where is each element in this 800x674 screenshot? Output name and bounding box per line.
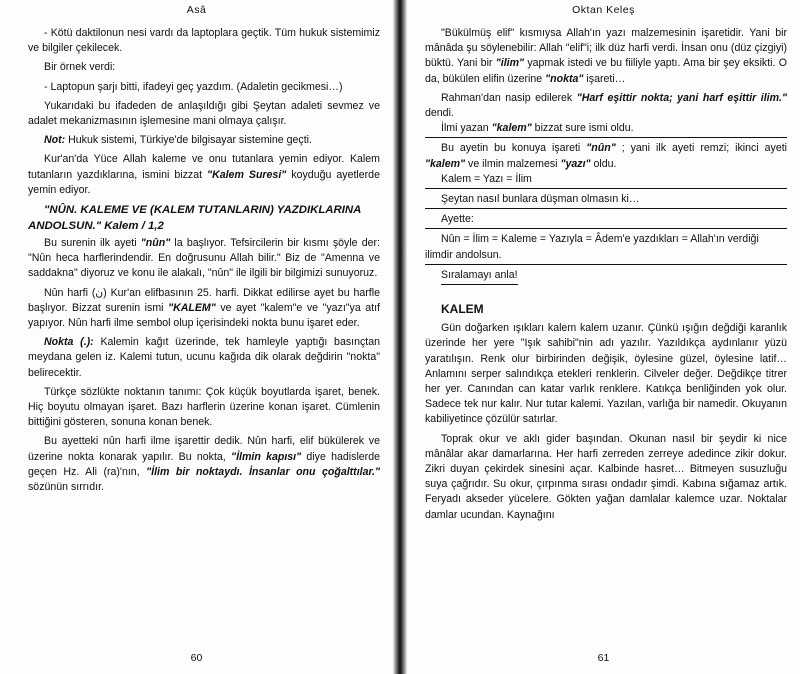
paragraph: - Kötü daktilonun nesi vardı da laptoplara geçtik. Tüm hukuk sistemimiz ve bilgiler çekilecek. — [28, 27, 380, 55]
running-head-right: Oktan Keleş — [572, 4, 635, 16]
text-run: Nûn harfi (ن) Kur'an elifbasının 25. harfi. Dikkat edilirse ayet bu harfle başlıyor. Bizzat surenin ismi — [28, 286, 380, 314]
underlined-line: Şeytan nasıl bunlara düşman olmasın ki… — [425, 192, 787, 209]
verse-quote: "NÛN. KALEME VE (KALEM TUTANLARIN) YAZDIKLARINA ANDOLSUN." Kalem / 1,2 — [28, 204, 361, 233]
text-run: "Bükülmüş elif" kısmıysa Allah'ın yazı malzemesinin işaretidir. Yani bir mânâda şu söylenebilir: Allah "elif"i; ilk düz harfi verdi. İnsan onu (düz çizgiyi) büktü. Yani bir — [425, 27, 787, 70]
paragraph — [425, 141, 787, 171]
emphasis: "nokta" — [545, 72, 584, 85]
emphasis: "ilim" — [495, 57, 525, 70]
paragraph: Gün doğarken ışıkları kalem kalem uzanır. Çünkü ışığın değdiği karanlık üzerinde her yere "Işık sahibi"nin adı yazılır. Yazıldıkça aydınlanır yüzü yaratılışın. Renk olur birbirinden değişik, öylesine güzel, öylesine latif… Anlamını serper salındıkça etekleri renklerin. Cilveler değer. Değdikçe titrer her yer. Canından can katar varlık renklere. Katıkça benliğinden yok olur. Sadece tek nur kalır. Nur tutar kalemi. Yazılan, varlığa bir namedir. Okuyanın kabiliyetince çözülür satırlar. — [425, 322, 787, 426]
page-number-left: 60 — [190, 652, 203, 664]
text-run: ve ayet "kalem"e ve "yazı"ya atıf yapıyor. Nûn harfi ilme sembol olup içerisindeki nokta bunu işaret eder. — [28, 301, 380, 330]
text-run: bizzat sure ismi oldu. — [531, 122, 634, 135]
text-run: Bu ayetin bu konuya işareti — [441, 142, 587, 155]
paragraph: Bir örnek verdi: — [44, 61, 116, 74]
text-run: la başlıyor. Tefsircilerin bir kısmı şöyle der: "Nûn heca harflerindendir. En doğrusunu Allah bilir." Biz de "Amenna ve saddakna" diyoruz ve konu ile alakalı, "nûn" ile ilgili bir bilgimizi sunuyoruz. — [28, 237, 381, 280]
section-title: KALEM — [441, 302, 484, 317]
text-run: dendi. — [425, 107, 454, 120]
text-run: oldu. — [590, 157, 617, 170]
emphasis: "İlmin kapısı" — [231, 450, 302, 463]
emphasis: "yazı" — [560, 157, 591, 170]
emphasis: "kalem" — [425, 157, 466, 170]
underlined-line: Sıralamayı anla! — [441, 268, 518, 285]
emphasis: "nûn" — [586, 142, 616, 155]
note-label: Not: — [44, 134, 66, 147]
text-run: sözünün sırrıdır. — [28, 481, 104, 494]
equation-line: Nûn = İlim = Kaleme = Yazıyla = Âdem'e yazdıkları = Allah'ın verdiği ilimdir andolsun. — [425, 232, 787, 264]
text-run: ve ilmin malzemesi — [465, 157, 561, 170]
right-page-body — [425, 26, 787, 523]
text-run: Bu surenin ilk ayeti — [44, 237, 141, 250]
text-run: Bu ayetteki nûn harfi ilme işarettir dedik. Nûn harfi, elif bükülerek ve üzerine nokta konarak yapılır. Bu nokta, — [28, 435, 380, 463]
text-run: diye hadislerde geçen Hz. Ali (ra)'nın, — [28, 450, 380, 478]
paragraph — [28, 434, 380, 495]
right-page — [407, 0, 800, 674]
page-number-right: 61 — [597, 652, 610, 664]
book-gutter — [393, 0, 407, 674]
definition-label: Nokta (.): — [44, 336, 94, 349]
emphasis: "Harf eşittir nokta; yani harf eşittir ilim." — [576, 91, 787, 104]
text-run: koyduğu ayetlerde yemin ediyor. — [28, 168, 380, 196]
text-run: yapmak istedi ve bu fiiliyle yaptı. Ama bir şey eksikti. O da, bükülen elifin üzerine — [425, 57, 787, 85]
emphasis: "İlim bir noktaydı. İnsanlar onu çoğalttılar." — [146, 465, 380, 478]
paragraph — [28, 236, 380, 282]
paragraph: - Laptopun şarjı bitti, ifadeyi geç yazdım. (Adaletin gecikmesi…) — [44, 80, 343, 93]
emphasis: "KALEM" — [168, 301, 216, 314]
emphasis: "kalem" — [491, 122, 532, 135]
underlined-line: Ayette: — [425, 212, 787, 229]
paragraph — [28, 286, 380, 332]
text-run: Kalemin kağıt üzerinde, tek hamleyle yaptığı basınçtan meydana gelen iz. Kalemi tutun, ucunu kağıda dik olarak değdirin "nokta" belirecektir. — [28, 336, 380, 379]
text-run: Rahman'dan nasip edilerek — [441, 91, 577, 104]
paragraph — [425, 91, 787, 121]
emphasis: "Kalem Suresi" — [207, 168, 287, 181]
note-paragraph — [28, 133, 380, 148]
underlined-line — [425, 121, 787, 138]
paragraph: Yukarıdaki bu ifadeden de anlaşıldığı gibi Şeytan adaleti sevmez ve adalet mekanizmasının işlemesine mani olmaya çalışır. — [28, 99, 380, 128]
text-run: ; yani ilk ayeti remzi; ikinci ayeti — [615, 142, 788, 155]
text-run: Kur'an'da Yüce Allah kaleme ve onu tutanlara yemin ediyor. Kalem tutanların yazdıklarına, ismini bizzat — [28, 153, 380, 181]
paragraph — [28, 152, 380, 198]
definition-paragraph — [28, 335, 380, 381]
left-page-body — [28, 26, 380, 495]
text-run: işareti… — [583, 72, 626, 85]
running-head-left: Asâ — [186, 4, 207, 16]
emphasis: "nûn" — [140, 237, 171, 250]
left-page — [0, 0, 393, 674]
equation-line: Kalem = Yazı = İlim — [425, 172, 787, 189]
paragraph: Türkçe sözlükte noktanın tanımı: Çok küçük boyutlarda işaret, benek. Hiç boyutu olmayan işaret. Bazı harflerin üzerine konan işaret. Cümlenin bittiğini gösteren, sonuna konan benek. — [28, 385, 380, 429]
text-run: İlmi yazan — [441, 122, 492, 135]
note-text: Hukuk sistemi, Türkiye'de bilgisayar sistemine geçti. — [65, 134, 312, 147]
paragraph: Toprak okur ve aklı gider başından. Okunan nasıl bir şeydir ki nice mânâlar akar damarlarına. Her harfi zerreden zerreye adedince zikir dokur. Zikri duyan çekirdek sinesini açar. Kalbinde hasret… Bitmeyen susuzluğu suya çağrıdır. Su okur, çırpınma sırası ondadır şimdi. Kabına sığamaz artık. Feryadı akseder yücelere. Gökten yağan damlalar kalemce uzar. Noktalar damlar ucundan. Kaynağını — [425, 432, 787, 521]
paragraph — [425, 26, 787, 87]
